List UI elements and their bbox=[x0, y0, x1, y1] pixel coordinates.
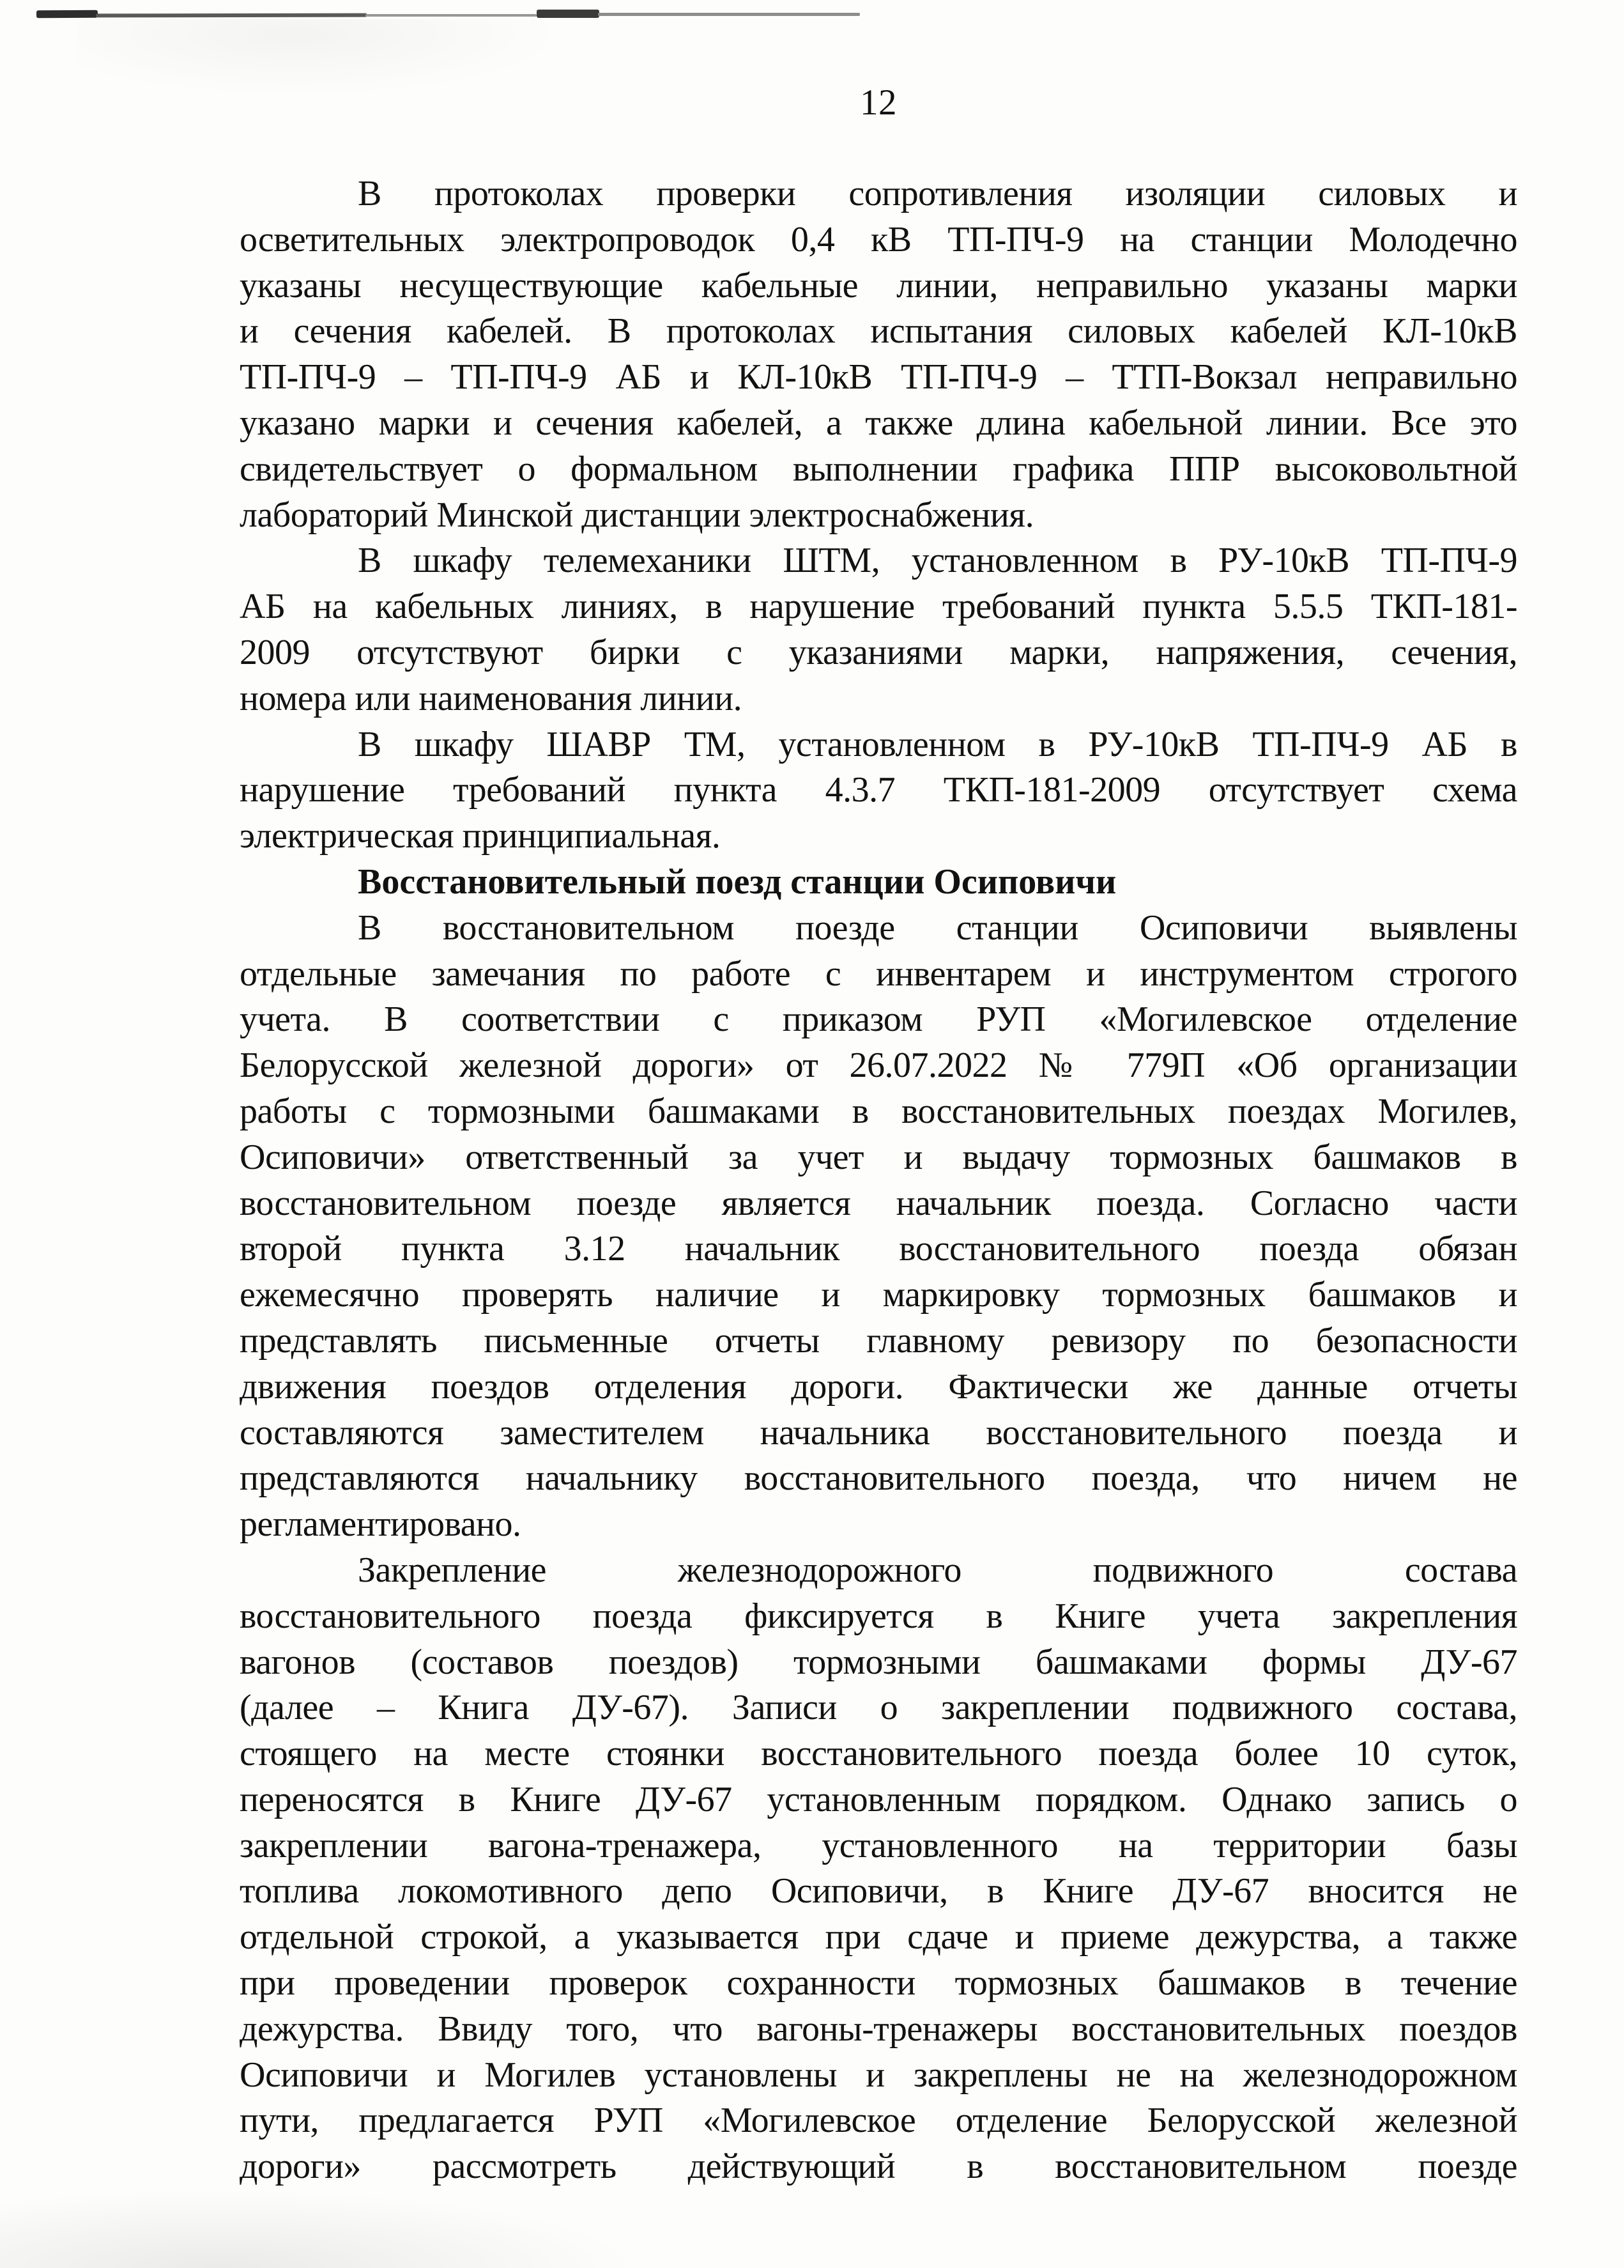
paragraph bbox=[240, 171, 1517, 538]
text-line: пути, предлагается РУП «Могилевское отделение Белорусской железной bbox=[240, 2101, 1517, 2141]
text-line: топлива локомотивного депо Осиповичи, в Книге ДУ-67 вносится не bbox=[240, 1871, 1517, 1911]
text-line: Осиповичи» ответственный за учет и выдачу тормозных башмаков в bbox=[240, 1137, 1517, 1177]
text-line: представлять письменные отчеты главному ревизору по безопасности bbox=[240, 1320, 1517, 1361]
text-line: осветительных электропроводок 0,4 кВ ТП-ПЧ-9 на станции Молодечно bbox=[240, 219, 1517, 259]
scan-artifact-streak bbox=[598, 13, 860, 16]
text-line: вагонов (составов поездов) тормозными башмаками формы ДУ-67 bbox=[240, 1642, 1517, 1682]
text-line: ежемесячно проверять наличие и маркировку тормозных башмаков и bbox=[240, 1275, 1517, 1315]
scan-artifact-streak bbox=[96, 13, 367, 18]
text-line: регламентировано. bbox=[240, 1504, 521, 1545]
scan-artifact-streak bbox=[36, 10, 98, 18]
text-line: составляются заместителем начальника восстановительного поезда и bbox=[240, 1412, 1517, 1453]
paragraph bbox=[240, 722, 1517, 860]
paragraph bbox=[240, 906, 1517, 1548]
text-line: В протоколах проверки сопротивления изоляции силовых и bbox=[358, 174, 1517, 213]
text-line: указано марки и сечения кабелей, а также длина кабельной линии. Все это bbox=[240, 403, 1517, 443]
paragraph bbox=[240, 538, 1517, 721]
text-line: и сечения кабелей. В протоколах испытания силовых кабелей КЛ-10кВ bbox=[240, 311, 1517, 351]
text-line: Осиповичи и Могилев установлены и закреплены не на железнодорожном bbox=[240, 2055, 1517, 2095]
text-line: свидетельствует о формальном выполнении графика ППР высоковольтной bbox=[240, 449, 1517, 489]
text-line: отдельные замечания по работе с инвентарем и инструментом строгого bbox=[240, 953, 1517, 994]
text-line: представляются начальнику восстановительного поезда, что ничем не bbox=[240, 1458, 1517, 1499]
document-text bbox=[240, 171, 1517, 2190]
scan-artifact-streak bbox=[537, 10, 599, 18]
text-line: номера или наименования линии. bbox=[240, 678, 742, 718]
scan-shading bbox=[0, 2192, 626, 2268]
text-line: второй пункта 3.12 начальник восстановительного поезда обязан bbox=[240, 1229, 1517, 1269]
text-line: ТП-ПЧ-9 – ТП-ПЧ-9 АБ и КЛ-10кВ ТП-ПЧ-9 – ТТП-Вокзал неправильно bbox=[240, 357, 1517, 397]
text-line: учета. В соответствии с приказом РУП «Могилевское отделение bbox=[240, 999, 1517, 1040]
page-number: 12 bbox=[860, 82, 897, 123]
text-line: В шкафу телемеханики ШТМ, установленном в РУ-10кВ ТП-ПЧ-9 bbox=[358, 541, 1517, 581]
text-line: стоящего на месте стоянки восстановительного поезда более 10 суток, bbox=[240, 1734, 1517, 1774]
text-line: работы с тормозными башмаками в восстановительных поездах Могилев, bbox=[240, 1091, 1517, 1131]
text-line: дороги» рассмотреть действующий в восстановительном поезде bbox=[240, 2147, 1517, 2187]
text-line: восстановительном поезде является начальник поезда. Согласно части bbox=[240, 1183, 1517, 1223]
text-line: при проведении проверок сохранности тормозных башмаков в течение bbox=[240, 1963, 1517, 2003]
text-line: (далее – Книга ДУ-67). Записи о закреплении подвижного состава, bbox=[240, 1688, 1517, 1728]
heading-line: Восстановительный поезд станции Осиповичи bbox=[358, 861, 1117, 902]
scan-artifact-streak bbox=[365, 14, 537, 17]
text-line: отдельной строкой, а указывается при сдаче и приеме дежурства, а также bbox=[240, 1917, 1517, 1957]
text-line: В шкафу ШАВР ТМ, установленном в РУ-10кВ ТП-ПЧ-9 АБ в bbox=[358, 724, 1517, 764]
section-heading bbox=[240, 860, 1517, 906]
text-line: закреплении вагона-тренажера, установленного на территории базы bbox=[240, 1825, 1517, 1865]
text-line: переносятся в Книге ДУ-67 установленным порядком. Однако запись о bbox=[240, 1779, 1517, 1819]
text-line: движения поездов отделения дороги. Фактически же данные отчеты bbox=[240, 1366, 1517, 1407]
text-line: указаны несуществующие кабельные линии, неправильно указаны марки bbox=[240, 265, 1517, 305]
text-line: Белорусской железной дороги» от 26.07.2022 № 779П «Об организации bbox=[240, 1045, 1517, 1086]
text-line: нарушение требований пункта 4.3.7 ТКП-181-2009 отсутствует схема bbox=[240, 770, 1517, 810]
text-line: Закрепление железнодорожного подвижного состава bbox=[358, 1550, 1517, 1590]
paragraph bbox=[240, 1548, 1517, 2190]
text-line: дежурства. Ввиду того, что вагоны-тренажеры восстановительных поездов bbox=[240, 2009, 1517, 2049]
text-line: электрическая принципиальная. bbox=[240, 816, 721, 856]
text-line: В восстановительном поезде станции Осиповичи выявлены bbox=[358, 907, 1517, 948]
text-line: лабораторий Минской дистанции электроснабжения. bbox=[240, 495, 1034, 535]
text-line: АБ на кабельных линиях, в нарушение требований пункта 5.5.5 ТКП-181- bbox=[240, 587, 1517, 627]
text-line: восстановительного поезда фиксируется в Книге учета закрепления bbox=[240, 1596, 1517, 1636]
text-line: 2009 отсутствуют бирки с указаниями марки, напряжения, сечения, bbox=[240, 632, 1517, 672]
